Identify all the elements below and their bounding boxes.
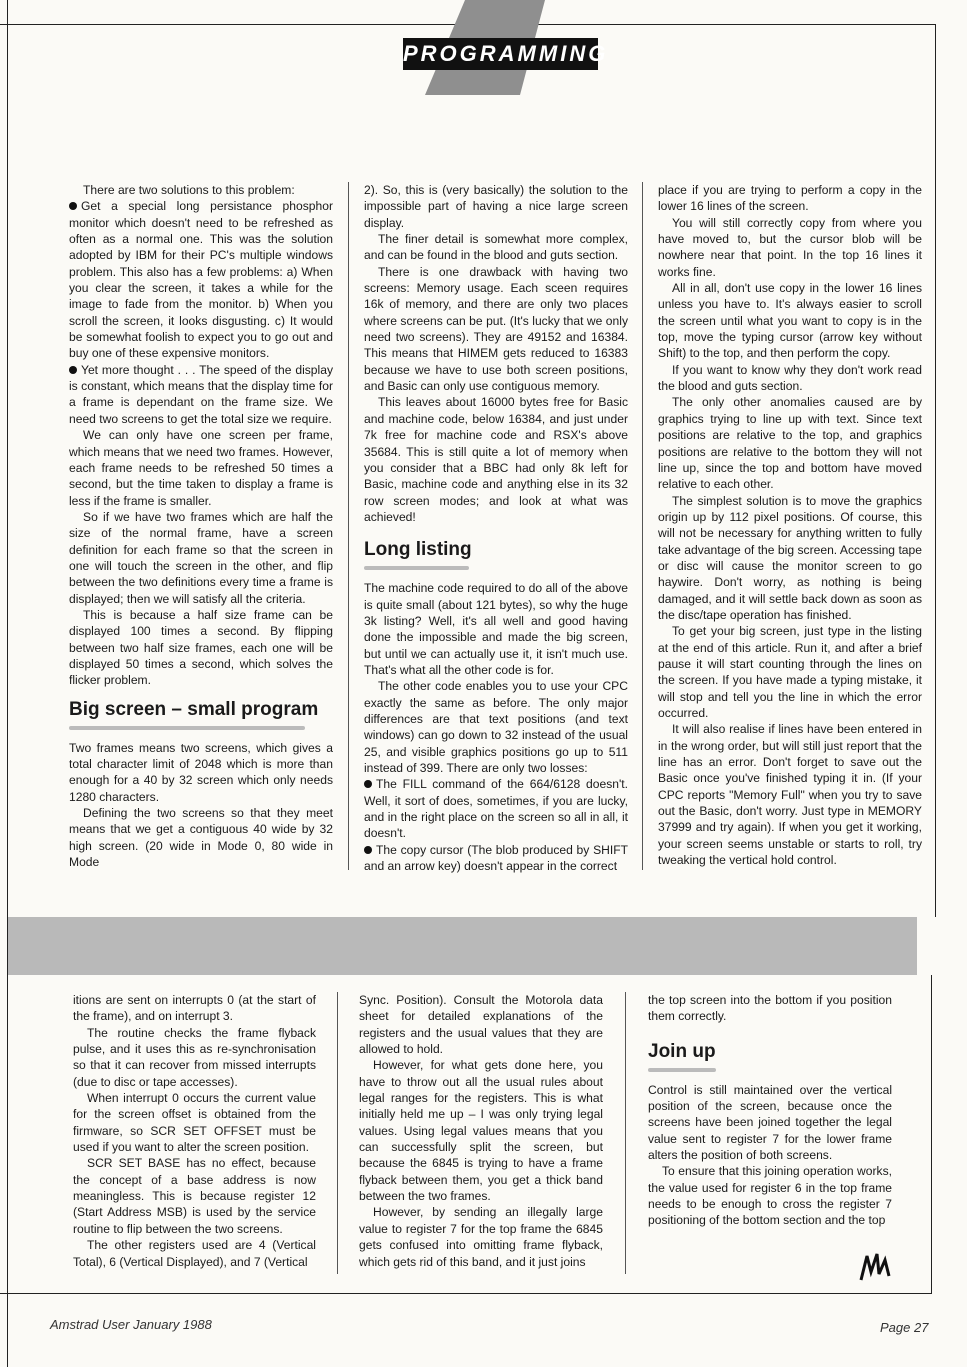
paragraph: The routine checks the frame flyback pulse, and it uses this as re-synchronisation so that it can recover from missed interrupts (due to disc or tape accesses).	[73, 1025, 316, 1089]
bullet-text: Get a special long persistance phosphor monitor which doesn't need to be refreshed as often as a normal one. This was the solution adopted by IBM for their PC's multiple windows problem. This also has a few problems: a) When you clear the screen, it takes a while for the image to fade from the monitor. b) When you scroll the screen, it looks disgusting. c) It would be somewhat foolish to expect you to go out and buy one of these expensive monitors.	[69, 199, 333, 361]
paragraph: Control is still maintained over the vertical position of the screen, because once the screens have been joined together the legal value sent to register 7 for the lower frame alters the position of both screens.	[648, 1082, 892, 1163]
footer-page-number: Page 27	[880, 1320, 929, 1335]
top-column-3	[658, 182, 922, 868]
bullet-icon	[364, 846, 372, 854]
subheading-underline	[364, 566, 469, 570]
paragraph: It will also realise if lines have been entered in in the wrong order, but will still just report that the line has an error. Don't forget to save out the Basic once you've finished typing it in. (If your CPC reports "Memory Full" when you try to save out the Basic, don't worry. Just type in MEMORY 37999 and try again). If when you get it working, your screen seems unstable or starts to roll, try tweaking the vertical hold control.	[658, 722, 922, 868]
column-divider	[642, 182, 643, 870]
column-divider	[348, 182, 349, 870]
paragraph: the top screen into the bottom if you position them correctly.	[648, 993, 892, 1024]
bullet-text: The FILL command of the 664/6128 doesn't. Well, it sort of does, sometimes, if you are lucky, and in the right place on the screen so all in all, it doesn't.	[364, 777, 628, 841]
paragraph: The other code enables you to use your CPC exactly the same as before. The only major differences are that text positions (and text windows) can go down to 32 instead of the usual 25, and visible graphics positions go up to 511 instead of 399. There are only two losses:	[364, 679, 628, 775]
paragraph: Two frames means two screens, which gives a total character limit of 2048 which is more than enough for a 40 by 32 screen which only needs 1280 characters.	[69, 740, 333, 804]
bullet-text: The copy cursor (The blob produced by SHIFT and an arrow key) doesn't appear in the correct	[364, 842, 628, 874]
paragraph: The only other anomalies caused are by graphics trying to line up with text. Since text positions are relative to the top, and graphics positions are relative to the bottom they will not line up, since the top and bottom have moved relative to each other.	[658, 395, 922, 492]
subheading: Long listing	[364, 539, 472, 561]
paragraph: However, by sending an illegally large value to register 7 for the top frame the 6845 gets confused into omitting frame flyback, which gets rid of this band, and it just joins	[359, 1205, 603, 1269]
paragraph: This leaves about 16000 bytes free for Basic and machine code, below 16384, and just under 7k free for machine code and RSX's above 35684. This is still quite a lot of memory when you consider that a BBC had only 8k left for Basic, machine code and anything else in its 32 row screen modes; and look at what was achieved!	[364, 395, 628, 524]
bullet-paragraph	[364, 842, 628, 875]
top-column-2	[364, 182, 628, 874]
gray-band	[8, 917, 917, 975]
bullet-paragraph	[69, 198, 333, 361]
bottom-column-2	[359, 992, 603, 1270]
paragraph: You will still correctly copy from where you have moved to, but the cursor blob will be nowhere near that point. In the top 16 lines it works fine.	[658, 215, 922, 279]
bullet-paragraph	[364, 776, 628, 841]
paragraph: However, for what gets done here, you have to throw out all the usual rules about legal ranges for the registers. This is what initially held me up – I was only trying legal values. Using legal values means that you can successfully split the screen, but because the 6845 is trying to have a frame flyback between them, you get a thick band between the two frames.	[359, 1058, 603, 1204]
paragraph: This is because a half size frame can be displayed 100 times a second. By flipping between two half size frames, each one will be displayed 50 times a second, which solves the flicker problem.	[69, 607, 333, 688]
end-mark-icon	[855, 1250, 895, 1286]
paragraph: We can only have one screen per frame, which means that we need two frames. However, each frame needs to be refreshed 50 times a second, but the time taken to display a frame is less if the frame is smaller.	[69, 428, 333, 508]
paragraph: All in all, don't use copy in the lower 16 lines unless you have to. It's always easier to scroll the screen until what you want to copy is in the top, move the typing cursor (arrow key without Shift) to the top, and then perform the copy.	[658, 281, 922, 361]
paragraph: place if you are trying to perform a copy in the lower 16 lines of the screen.	[658, 183, 922, 214]
paragraph: If you want to know why they don't work read the blood and guts section.	[658, 362, 922, 394]
paragraph: 2). So, this is (very basically) the solution to the impossible part of having a nice large screen display.	[364, 183, 628, 230]
paragraph: When interrupt 0 occurs the current value for the screen offset is obtained from the firmware, so SCR SET OFFSET must be used if you want to alter the screen position.	[73, 1091, 316, 1155]
paragraph: The simplest solution is to move the graphics origin up by 112 pixel positions. Of course, this will not be necessary for anything written to fully take advantage of the big screen. Accessing tape or disc will cause the monitor screen to go haywire. Don't worry, as nothing is being damaged, and it will settle back down as soon as the disc/tape operation has finished.	[658, 493, 922, 622]
paragraph: The machine code required to do all of the above is quite small (about 121 bytes), so why the huge 3k listing? Well, it's all well and good having done the impossible and made the big screen, but until we can actually use it, it isn't much use. That's what all the other code is for.	[364, 581, 628, 677]
bottom-frame-line	[0, 1293, 932, 1294]
bottom-right-line	[931, 975, 932, 1294]
paragraph: To ensure that this joining operation works, the value used for register 6 in the top frame needs to be enough to cross the register 7 positioning of the bottom section and the top	[648, 1164, 892, 1228]
paragraph: To get your big screen, just type in the listing at the end of this article. Run it, and after a brief pause it will start counting through the lines on the screen. If you have made a typing mistake, it will stop and tell you the line in which the error occurred.	[658, 624, 922, 720]
section-header: PROGRAMMING	[403, 38, 598, 70]
paragraph: Sync. Position). Consult the Motorola data sheet for detailed explanations of the registers and the usual values that they are allowed to hold.	[359, 993, 603, 1057]
bottom-column-1	[73, 992, 316, 1270]
bullet-icon	[69, 202, 77, 210]
paragraph: SCR SET BASE has no effect, because the concept of a base address is now meaningless. This is because register 12 (Start Address MSB) is used by the service routine to flip between the two screens.	[73, 1156, 316, 1236]
paragraph: There are two solutions to this problem:	[83, 183, 295, 197]
subheading-underline	[69, 726, 305, 730]
column-divider	[337, 992, 338, 1274]
frame-right-line	[935, 24, 936, 917]
bullet-icon	[69, 366, 77, 374]
subheading: Join up	[648, 1040, 716, 1062]
subheading-underline	[648, 1068, 716, 1072]
paragraph: The finer detail is somewhat more complex, and can be found in the blood and guts section.	[364, 232, 628, 263]
bullet-text: Yet more thought . . . The speed of the display is constant, which means that the display time for a frame is dependant on the frame size. We need two screens to get the total size we require.	[69, 362, 333, 426]
paragraph: So if we have two frames which are half the size of the normal frame, have a screen definition for each frame so that the screen in one will touch the screen in the other, and flip between the two definitions every time a frame is displayed; then we will satisfy all the criteria.	[69, 509, 333, 606]
paragraph: There is one drawback with having two screens: Memory usage. Each sceen requires 16k of memory, and there are only two places where screens can be put. (It's lucky that we only need two screens). They are 49152 and 16384. This means that HIMEM gets reduced to 16383 because we have to use both screen positions, and Basic can only use contiguous memory.	[364, 264, 628, 394]
footer-issue: Amstrad User January 1988	[50, 1317, 212, 1332]
paragraph: The other registers used are 4 (Vertical Total), 6 (Vertical Displayed), and 7 (Vertical	[73, 1238, 316, 1269]
column-divider	[625, 992, 626, 1274]
bullet-paragraph	[69, 362, 333, 427]
bottom-column-3	[648, 992, 892, 1229]
paragraph: Defining the two screens so that they meet means that we get a contiguous 40 wide by 32 high screen. (20 wide in Mode 0, 80 wide in Mode	[69, 806, 333, 870]
frame-left-line	[7, 0, 8, 1367]
top-column-1	[69, 182, 333, 870]
subheading: Big screen – small program	[69, 698, 319, 720]
paragraph: itions are sent on interrupts 0 (at the start of the frame), and on interrupt 3.	[73, 993, 316, 1024]
bullet-icon	[364, 780, 372, 788]
